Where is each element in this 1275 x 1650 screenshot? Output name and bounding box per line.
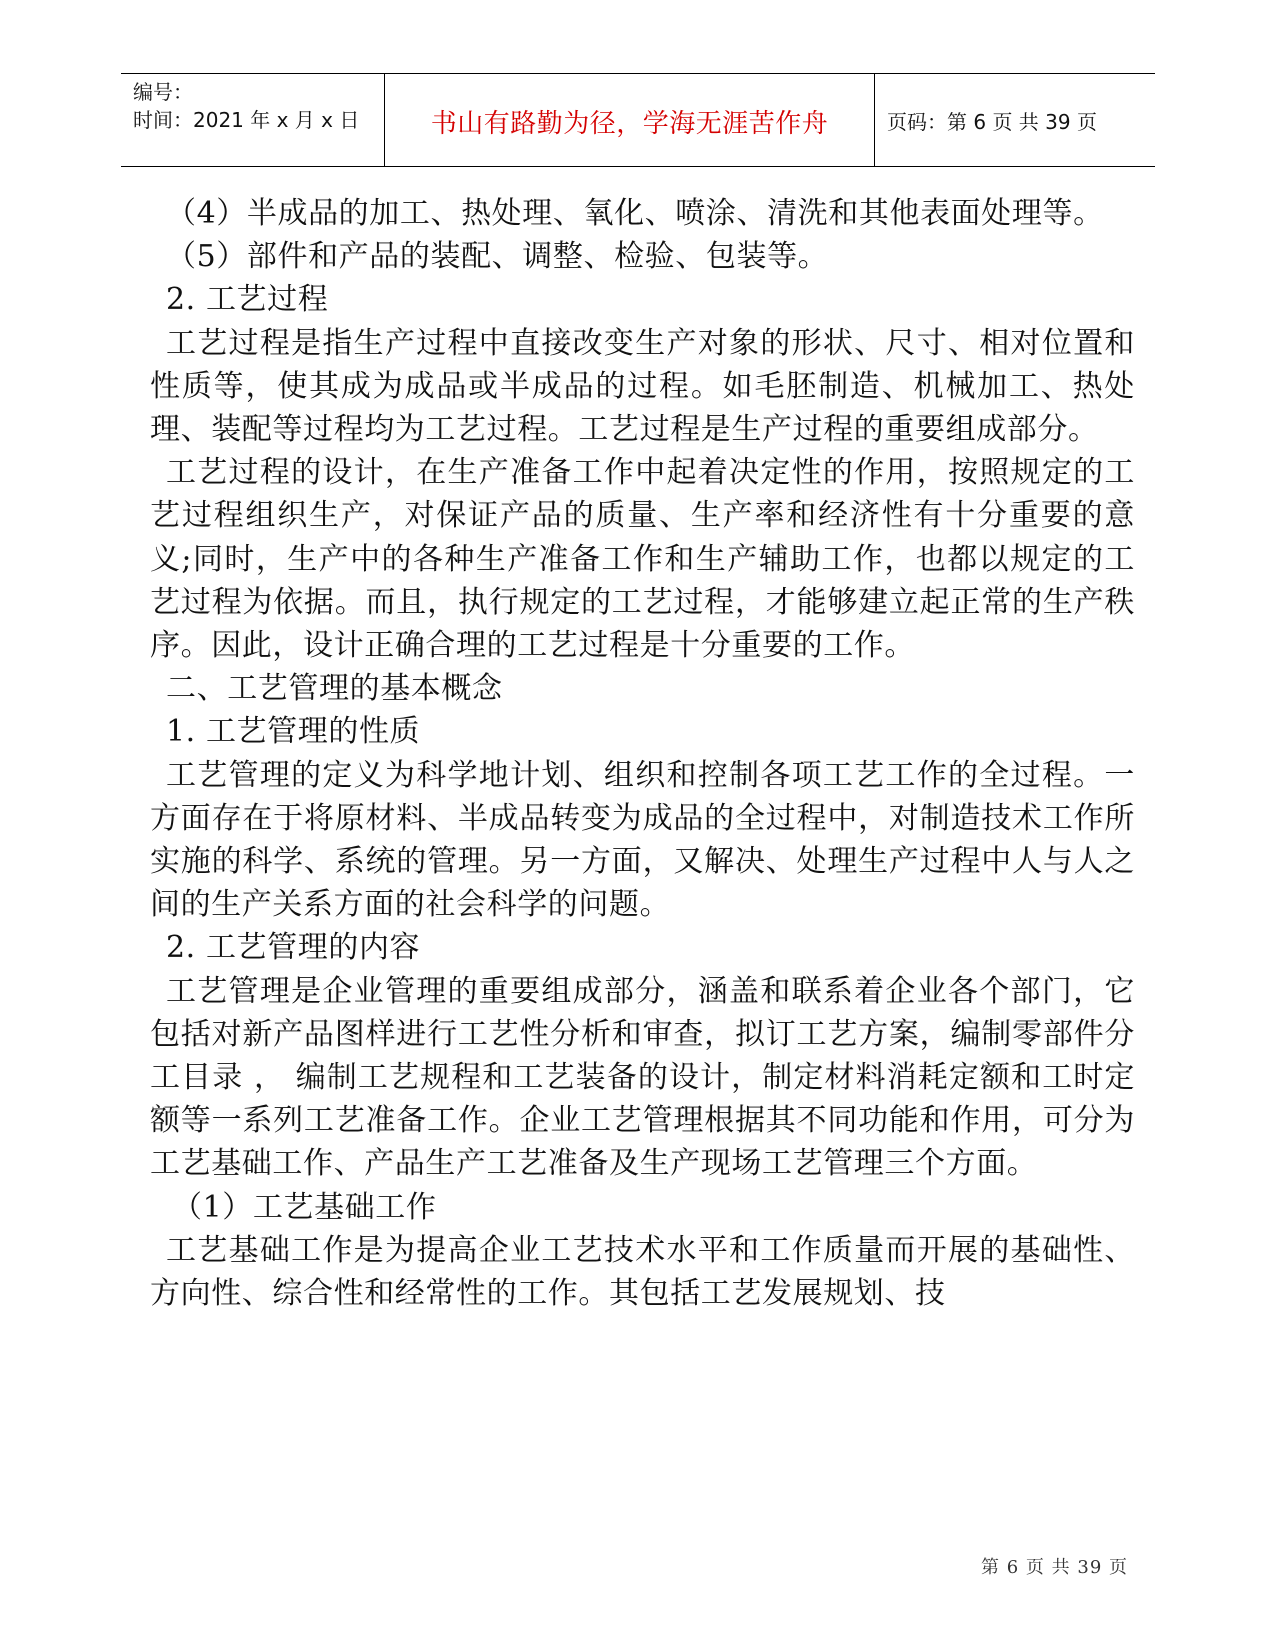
page-header xyxy=(121,73,1155,167)
section-heading: （1）工艺基础工作 xyxy=(172,1189,437,1225)
document-number-label: 编号： xyxy=(133,80,193,104)
header-motto: 书山有路勤为径，学海无涯苦作舟 xyxy=(430,108,829,139)
body-paragraph: 工艺过程的设计，在生产准备工作中起着决定性的作用，按照规定的工艺过程组织生产，对保证产品的质量、生产率和经济性有十分重要的意义;同时，生产中的各种生产准备工作和生产辅助工作，也都以规定的工艺过程为依据。而且，执行规定的工艺过程，才能够建立起正常的生产秩序。因此，设计正确合理的工艺过程是十分重要的工作。 xyxy=(150,455,1135,664)
body-paragraph: （4）半成品的加工、热处理、氧化、喷涂、清洗和其他表面处理等。 xyxy=(166,196,1104,231)
header-page-cell xyxy=(875,74,1155,166)
document-body xyxy=(150,192,1135,1315)
body-paragraph: 工艺过程是指生产过程中直接改变生产对象的形状、尺寸、相对位置和性质等，使其成为成品或半成品的过程。如毛胚制造、机械加工、热处理、装配等过程均为工艺过程。工艺过程是生产过程的重要组成部分。 xyxy=(150,325,1135,448)
header-meta-cell xyxy=(121,74,385,166)
section-heading: 1. 工艺管理的性质 xyxy=(166,714,421,750)
body-paragraph: 工艺管理是企业管理的重要组成部分，涵盖和联系着企业各个部门，它包括对新产品图样进行工艺性分析和审查，拟订工艺方案，编制零部件分工目录 ， 编制工艺规程和工艺装备的设计，制定材料消耗定额和工时定额等一系列工艺准备工作。企业工艺管理根据其不同功能和作用，可分为工艺基础工作、产品生产工艺准备及生产现场工艺管理三个方面。 xyxy=(150,973,1135,1182)
body-paragraph: 工艺管理的定义为科学地计划、组织和控制各项工艺工作的全过程。一方面存在于将原材料、半成品转变为成品的全过程中，对制造技术工作所实施的科学、系统的管理。另一方面，又解决、处理生产过程中人与人之间的生产关系方面的社会科学的问题。 xyxy=(150,757,1135,923)
body-paragraph: （5）部件和产品的装配、调整、检验、包装等。 xyxy=(166,239,829,275)
document-time-label: 时间：2021 年 x 月 x 日 xyxy=(133,108,360,132)
body-paragraph: 工艺基础工作是为提高企业工艺技术水平和工作质量而开展的基础性、方向性、综合性和经常性的工作。其包括工艺发展规划、技 xyxy=(150,1232,1135,1312)
header-motto-cell xyxy=(385,74,875,166)
section-heading: 二、工艺管理的基本概念 xyxy=(166,671,503,707)
section-heading: 2. 工艺管理的内容 xyxy=(166,930,421,966)
page-footer: 第 6 页 共 39 页 xyxy=(981,1557,1128,1578)
section-heading: 2. 工艺过程 xyxy=(166,282,329,318)
header-page-number: 页码：第 6 页 共 39 页 xyxy=(887,109,1097,134)
